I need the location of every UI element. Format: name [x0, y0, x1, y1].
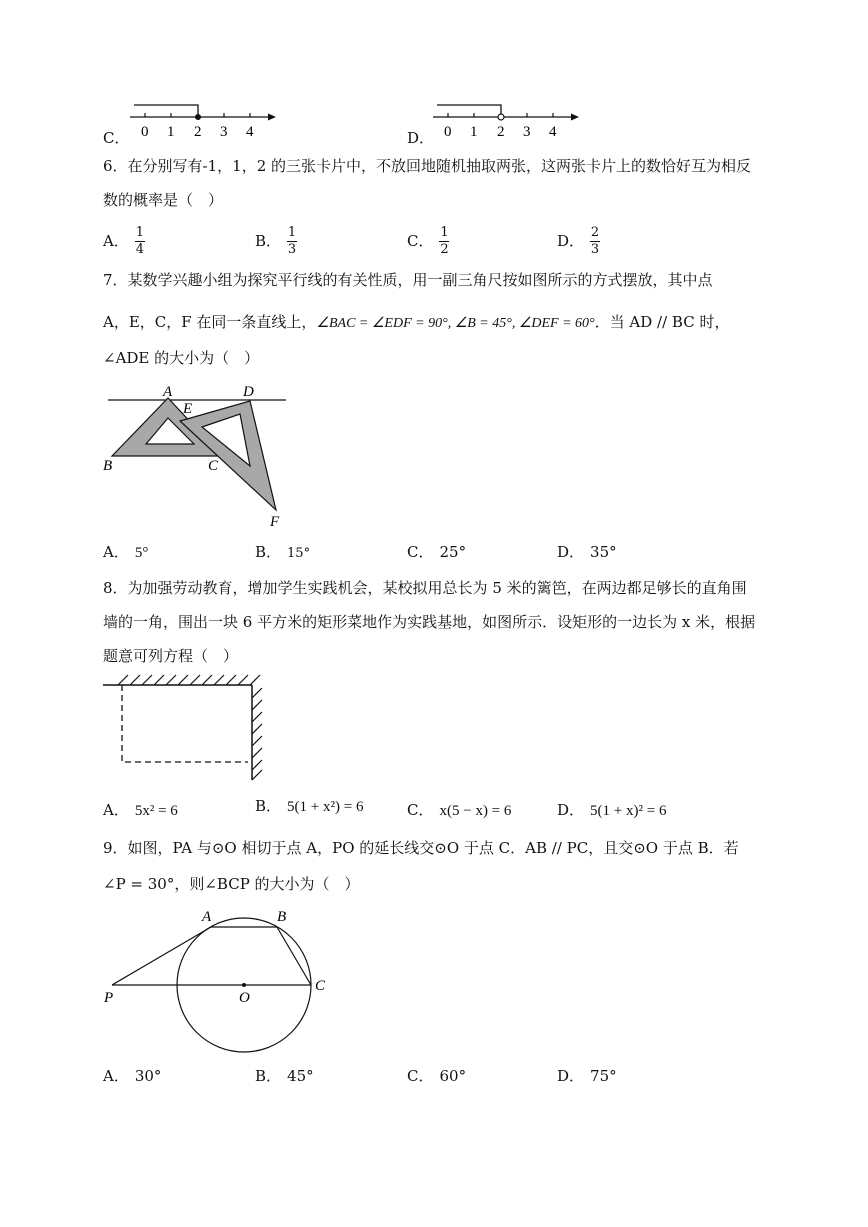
label-A: A — [202, 909, 212, 925]
q7-stem-line1: 7．某数学兴趣小组为探究平行线的有关性质，用一副三角尺按如图所示的方式摆放，其中点 — [103, 271, 713, 289]
q5-option-d-label: D． — [407, 129, 435, 147]
q7-triangle-figure — [100, 380, 300, 530]
q8-option-d: D． 5(1 + x)² = 6 — [557, 801, 667, 819]
tick-2: 2 — [497, 124, 505, 140]
label-E: E — [183, 401, 193, 417]
tick-3: 3 — [220, 124, 228, 140]
tick-1: 1 — [167, 124, 175, 140]
q7-option-d: D． 35° — [557, 543, 617, 561]
tick-4: 4 — [246, 124, 254, 140]
q5-option-d-numberline — [431, 100, 581, 144]
label-B: B — [277, 909, 287, 925]
label-B: B — [103, 458, 113, 474]
q9-option-c: C． 60° — [407, 1067, 467, 1085]
q6-option-d: D． $\frac{2}{3}$ — [557, 225, 600, 257]
q5-option-c-label: C． — [103, 129, 130, 147]
q8-stem-line2: 墙的一角，围出一块 6 平方米的矩形菜地作为实践基地，如图所示．设矩形的一边长为 x 米，根据 — [103, 613, 756, 631]
q5-option-c-numberline — [128, 100, 278, 144]
tick-3: 3 — [523, 124, 531, 140]
q6-option-c: C． $\frac{1}{2}$ — [407, 225, 449, 257]
q7-option-a: A． 5° — [103, 543, 149, 561]
q8-option-c: C． x(5 − x) = 6 — [407, 801, 512, 819]
tick-4: 4 — [549, 124, 557, 140]
label-O: O — [239, 990, 250, 1006]
q7-stem-line3: ∠ADE 的大小为（ ） — [103, 349, 260, 367]
q6-option-b: B． $\frac{1}{3}$ — [255, 225, 297, 257]
label-P: P — [104, 990, 114, 1006]
label-F: F — [270, 514, 280, 530]
label-C: C — [208, 458, 219, 474]
label-C: C — [315, 978, 326, 994]
tick-0: 0 — [141, 124, 149, 140]
q9-option-d: D． 75° — [557, 1067, 617, 1085]
q7-stem-line2: A，E，C，F 在同一条直线上，∠BAC = ∠EDF = 90°, ∠B = 45°, ∠DEF = 60°．当 AD // BC 时， — [103, 313, 730, 331]
tick-1: 1 — [470, 124, 478, 140]
q9-option-b: B． 45° — [255, 1067, 314, 1085]
q8-option-a: A． 5x² = 6 — [103, 801, 178, 819]
q9-stem-line2: ∠P = 30°，则∠BCP 的大小为（ ） — [103, 875, 360, 893]
q7-option-b: B． 15° — [255, 543, 311, 561]
q8-stem-line1: 8．为加强劳动教育，增加学生实践机会，某校拟用总长为 5 米的篱笆，在两边都足够长的直角围 — [103, 579, 747, 597]
q6-option-a: A． $\frac{1}{4}$ — [103, 225, 144, 257]
q9-stem-line1: 9．如图，PA 与⊙O 相切于点 A，PO 的延长线交⊙O 于点 C．AB // PC，且交⊙O 于点 B．若 — [103, 839, 739, 857]
q7-option-c: C． 25° — [407, 543, 467, 561]
label-D: D — [243, 384, 254, 400]
q6-stem-line1: 6．在分别写有-1，1，2 的三张卡片中，不放回地随机抽取两张，这两张卡片上的数恰好互为相反 — [103, 157, 752, 175]
q9-option-a: A． 30° — [103, 1067, 162, 1085]
q8-option-b: B． 5(1 + x²) = 6 — [255, 797, 364, 815]
q8-stem-line3: 题意可列方程（ ） — [103, 647, 239, 665]
q6-stem-line2: 数的概率是（ ） — [103, 191, 224, 209]
tick-2: 2 — [194, 124, 202, 140]
label-A: A — [163, 384, 173, 400]
q9-circle-figure — [100, 904, 340, 1054]
q8-wall-figure — [100, 672, 270, 784]
tick-0: 0 — [444, 124, 452, 140]
